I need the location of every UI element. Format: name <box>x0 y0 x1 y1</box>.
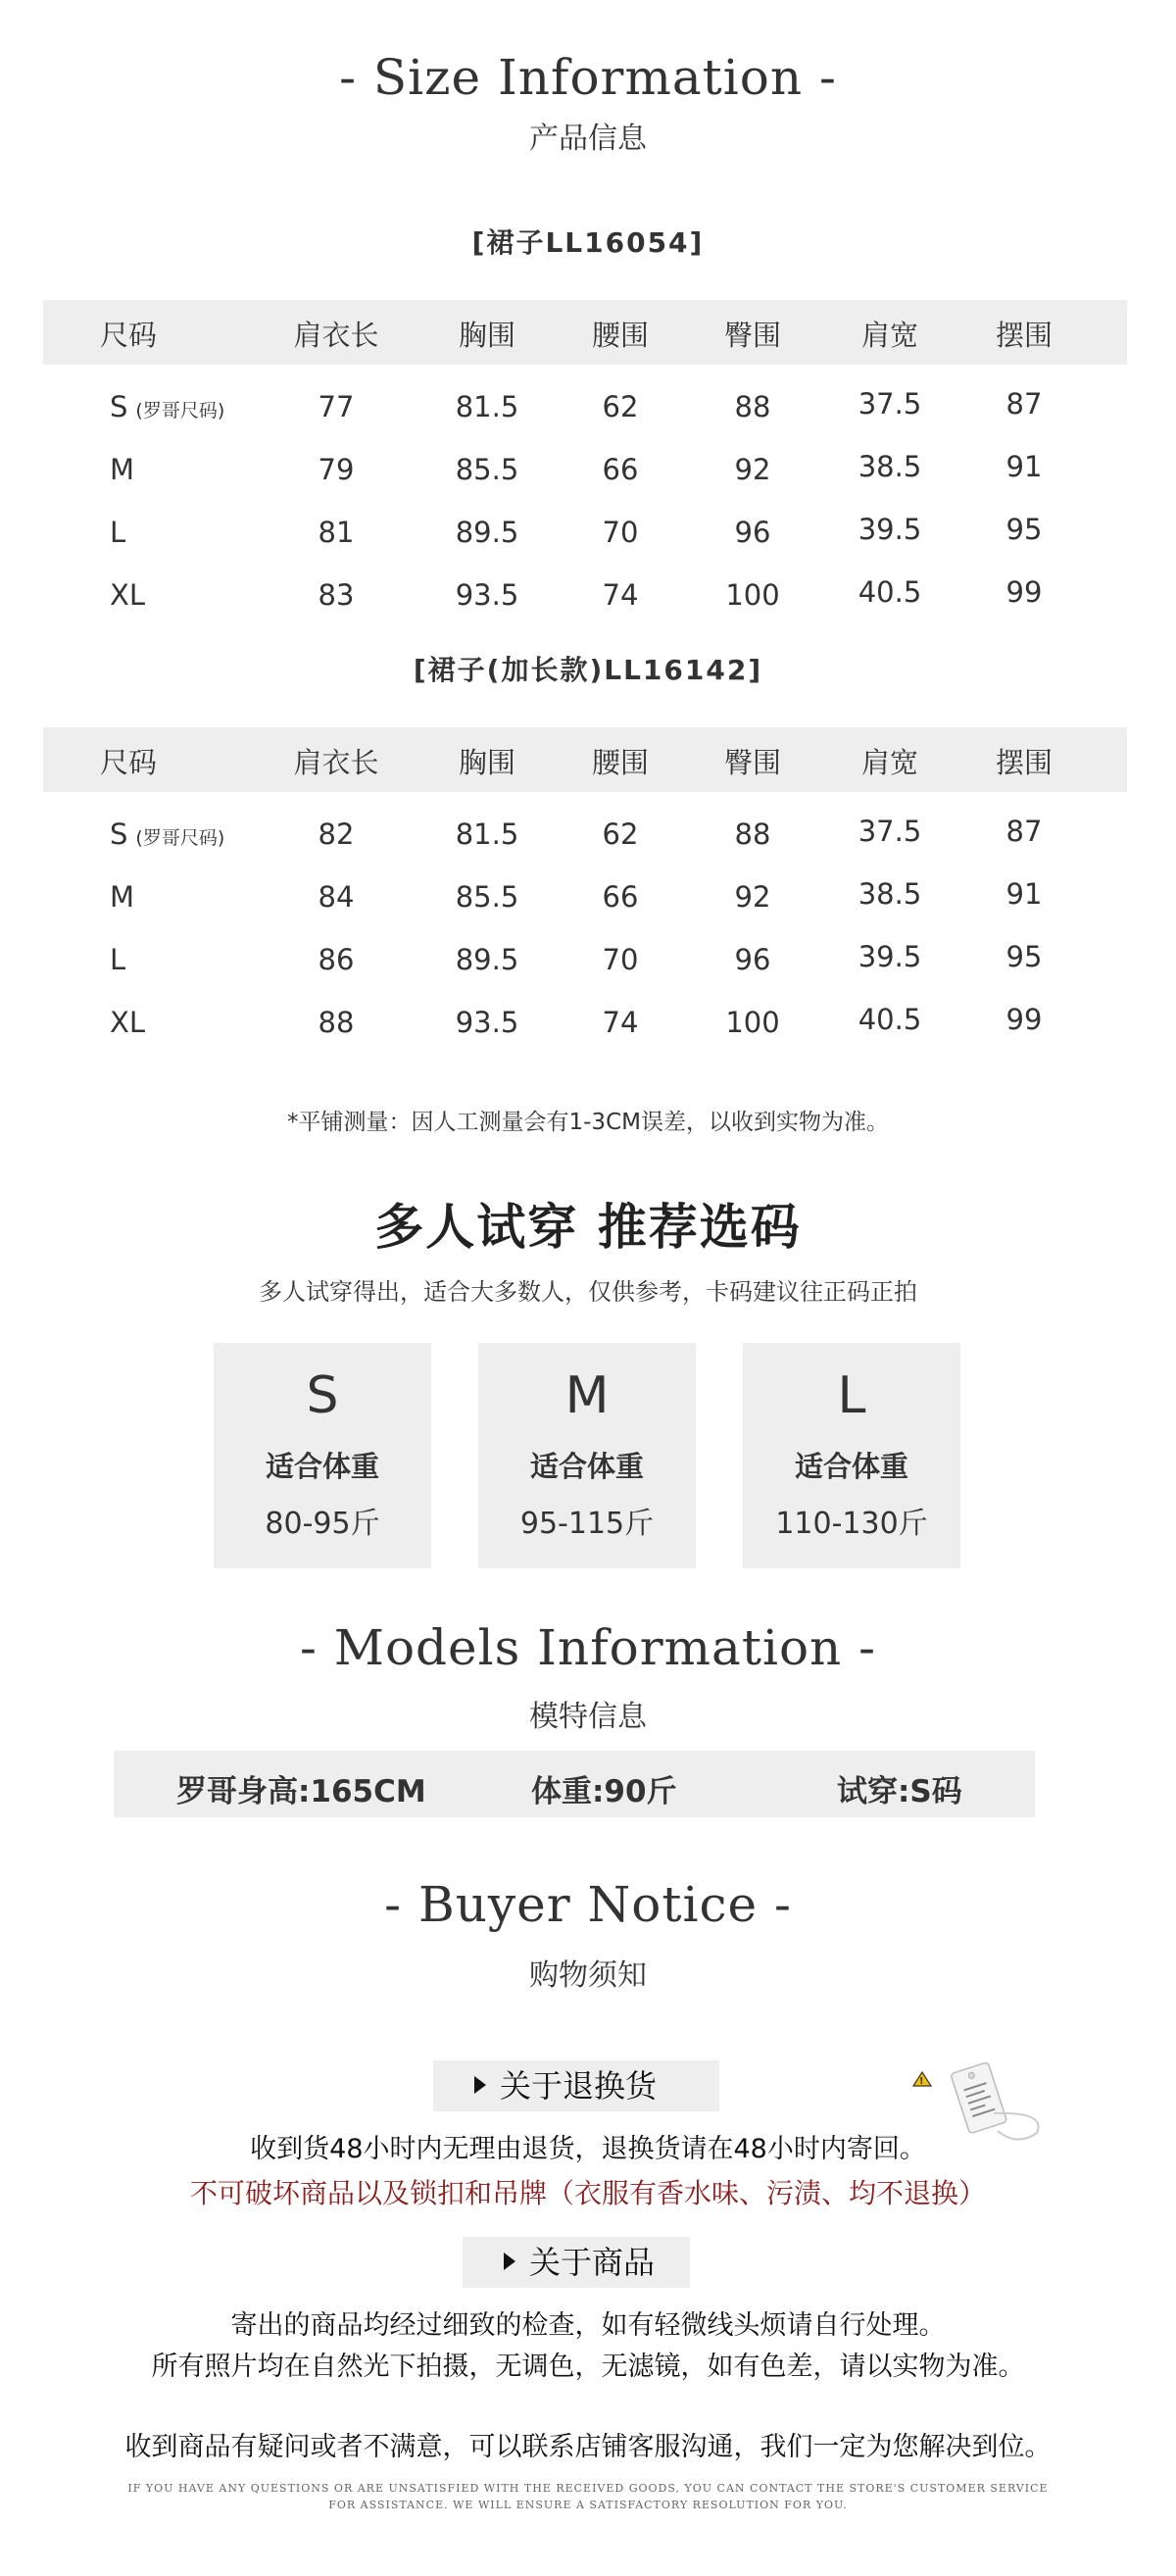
goods-text-2: 所有照片均在自然光下拍摄，无调色，无滤镜，如有色差，请以实物为准。 <box>151 2352 1025 2382</box>
models-info-title: - Models Information - <box>299 1619 877 1676</box>
table-cell: 79 <box>318 453 355 486</box>
table-cell: 93.5 <box>455 1006 519 1039</box>
model-height: 罗哥身高:165CM <box>176 1774 426 1809</box>
goods-label-text: 关于商品 <box>529 2244 656 2281</box>
svg-text:!: ! <box>919 2076 924 2087</box>
table-cell: 82 <box>318 817 355 851</box>
model-weight: 体重:90斤 <box>531 1774 677 1809</box>
model-info-bar <box>114 1751 1035 1817</box>
size-note: (罗哥尺码) <box>135 827 225 849</box>
product-code-1: [裙子LL16054] <box>471 226 705 259</box>
table-cell: 40.5 <box>858 575 922 609</box>
table-header-cell: 尺码 <box>100 319 158 352</box>
table-cell: 84 <box>318 880 355 914</box>
table-cell: 100 <box>725 1006 780 1039</box>
table-cell: 99 <box>1005 575 1043 609</box>
table-header-cell: 臀围 <box>723 319 781 352</box>
size-label: XL <box>110 578 146 612</box>
table-header-cell: 肩宽 <box>860 746 918 779</box>
size-label: S <box>110 390 128 423</box>
recommend-label: 适合体重 <box>265 1450 379 1483</box>
table-cell: 87 <box>1005 815 1043 848</box>
size-info-subtitle: 产品信息 <box>529 122 647 156</box>
table-cell: 74 <box>602 1006 639 1039</box>
play-triangle-icon <box>474 2076 486 2094</box>
table-cell: 88 <box>318 1006 355 1039</box>
table-cell: 81.5 <box>455 817 519 851</box>
table-cell: 81.5 <box>455 390 519 423</box>
table-cell: 38.5 <box>858 877 922 911</box>
table-cell: 92 <box>734 880 771 914</box>
returns-policy-text: 收到货48小时内无理由退货，退换货请在48小时内寄回。 <box>250 2134 926 2164</box>
table-header-cell: 臀围 <box>723 746 781 779</box>
table-cell: 74 <box>602 578 639 612</box>
size-label: S <box>110 817 128 851</box>
table-cell: 85.5 <box>455 880 519 914</box>
recommend-card-m <box>478 1343 696 1568</box>
recommend-range: 110-130斤 <box>775 1507 928 1541</box>
goods-section-label <box>463 2237 690 2288</box>
table-cell: 38.5 <box>858 450 922 483</box>
table-cell: 70 <box>602 516 639 549</box>
returns-label-text: 关于退换货 <box>500 2067 658 2105</box>
table-cell: 83 <box>318 578 355 612</box>
table-cell: 37.5 <box>858 387 922 421</box>
table-cell: 39.5 <box>858 513 922 546</box>
table-header-cell: 尺码 <box>100 746 158 779</box>
table-cell: 86 <box>318 943 355 976</box>
recommend-card-s <box>214 1343 431 1568</box>
table-cell: 40.5 <box>858 1003 922 1036</box>
english-notice-line-2: FOR ASSISTANCE. WE WILL ENSURE A SATISFACTORY RESOLUTION FOR YOU. <box>328 2499 848 2511</box>
table-cell: 85.5 <box>455 453 519 486</box>
table-cell: 39.5 <box>858 940 922 973</box>
size-note: (罗哥尺码) <box>135 400 225 421</box>
table-cell: 66 <box>602 453 639 486</box>
table-cell: 95 <box>1005 513 1043 546</box>
size-info-title: - Size Information - <box>339 49 837 106</box>
recommend-card-l <box>743 1343 960 1568</box>
recommend-range: 95-115斤 <box>519 1507 655 1541</box>
table-header-cell: 腰围 <box>591 319 649 352</box>
size-label: L <box>110 516 126 549</box>
table-cell: 89.5 <box>455 516 519 549</box>
table-cell: 62 <box>602 817 639 851</box>
models-info-subtitle: 模特信息 <box>529 1700 647 1734</box>
returns-section-label <box>433 2060 719 2111</box>
table-cell: 88 <box>734 817 771 851</box>
recommend-size: L <box>837 1366 866 1425</box>
table-header-cell: 肩宽 <box>860 319 918 352</box>
table-cell: 96 <box>734 943 771 976</box>
play-triangle-icon <box>504 2253 515 2270</box>
recommend-description: 多人试穿得出，适合大多数人，仅供参考，卡码建议往正码正拍 <box>259 1278 917 1306</box>
table-cell: 62 <box>602 390 639 423</box>
buyer-notice-title: - Buyer Notice - <box>384 1876 792 1933</box>
table-header-cell: 胸围 <box>458 746 515 779</box>
size-label: XL <box>110 1006 146 1039</box>
table-cell: 92 <box>734 453 771 486</box>
table-cell: 99 <box>1005 1003 1043 1036</box>
table-cell: 66 <box>602 880 639 914</box>
table-cell: 96 <box>734 516 771 549</box>
table-cell: 93.5 <box>455 578 519 612</box>
recommend-label: 适合体重 <box>794 1450 908 1483</box>
table-header-cell: 腰围 <box>591 746 649 779</box>
recommend-range: 80-95斤 <box>265 1507 380 1541</box>
table-cell: 77 <box>318 390 355 423</box>
measurement-note: *平铺测量：因人工测量会有1-3CM误差，以收到实物为准。 <box>287 1110 889 1135</box>
table-cell: 91 <box>1005 877 1043 911</box>
table-cell: 91 <box>1005 450 1043 483</box>
table-cell: 87 <box>1005 387 1043 421</box>
goods-text-1: 寄出的商品均经过细致的检查，如有轻微线头烦请自行处理。 <box>230 2310 946 2341</box>
recommend-title: 多人试穿 推荐选码 <box>374 1199 802 1256</box>
model-tried-size: 试穿:S码 <box>837 1774 962 1809</box>
returns-warning-text: 不可破坏商品以及锁扣和吊牌（衣服有香水味、污渍、均不退换） <box>189 2177 986 2209</box>
table-header-cell: 肩衣长 <box>293 319 379 352</box>
table-cell: 95 <box>1005 940 1043 973</box>
table-header-cell: 摆围 <box>995 319 1053 352</box>
size-label: M <box>110 453 135 486</box>
table-header-cell: 摆围 <box>995 746 1053 779</box>
table-cell: 70 <box>602 943 639 976</box>
table-cell: 37.5 <box>858 815 922 848</box>
size-label: L <box>110 943 126 976</box>
recommend-size: M <box>564 1366 610 1425</box>
product-code-2: [裙子(加长款)LL16142] <box>413 654 763 686</box>
table-cell: 88 <box>734 390 771 423</box>
size-label: M <box>110 880 135 914</box>
buyer-notice-subtitle: 购物须知 <box>529 1958 647 1993</box>
recommend-size: S <box>306 1366 339 1425</box>
english-notice-line-1: IF YOU HAVE ANY QUESTIONS OR ARE UNSATISFIED WITH THE RECEIVED GOODS, YOU CAN CONTACT THE STORE'S CUSTOMER SERVICE <box>127 2482 1049 2495</box>
recommend-label: 适合体重 <box>529 1450 644 1483</box>
table-cell: 81 <box>318 516 355 549</box>
table-cell: 89.5 <box>455 943 519 976</box>
contact-text: 收到商品有疑问或者不满意，可以联系店铺客服沟通，我们一定为您解决到位。 <box>124 2432 1052 2462</box>
table-header-cell: 肩衣长 <box>293 746 379 779</box>
table-header-cell: 胸围 <box>458 319 515 352</box>
table-cell: 100 <box>725 578 780 612</box>
